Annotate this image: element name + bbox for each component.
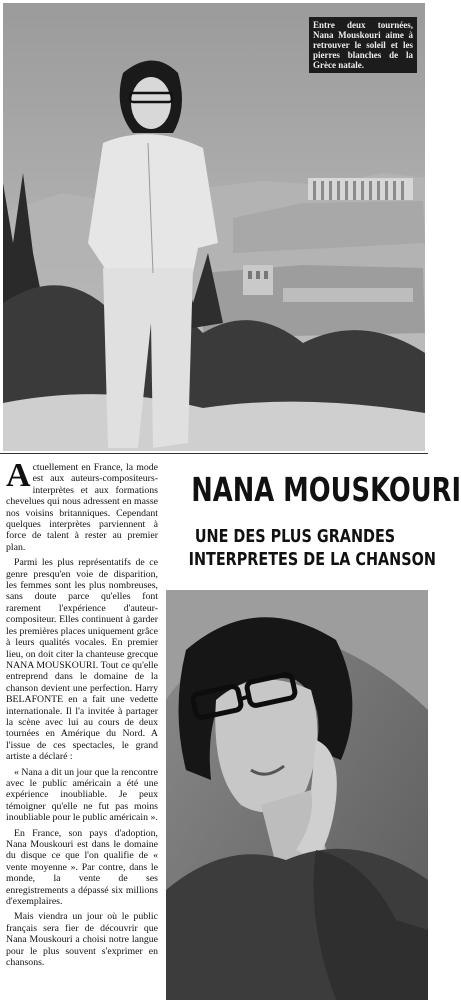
portrait-photo bbox=[166, 590, 428, 1000]
headline bbox=[162, 466, 461, 571]
article-paragraph: Actuellement en France, la mode est aux auteurs-compositeurs-interprètes et aux formations chevelues qui nous adressent en masse nos voisins britanniques. Cependant quelques interprètes parviennent à force de talent à rester au premier plan. bbox=[6, 457, 158, 553]
article-title: NANA MOUSKOURI bbox=[191, 470, 461, 509]
subtitle-line-2: INTERPRETES DE LA CHANSON bbox=[188, 549, 436, 570]
article-paragraph: Mais viendra un jour où le public français sera fier de découvrir que Nana Mouskouri a choisi notre langue pour le plus souvent s'exprimer en chansons. bbox=[6, 911, 158, 969]
subtitle-line-1: UNE DES PLUS GRANDES bbox=[194, 526, 396, 547]
article-paragraph: Parmi les plus représentatifs de ce genre presqu'en voie de disparition, les femmes sont les plus nombreuses, sans doute parce qu'elles font rarement l'expérience d'auteur-compositeur. Elles continuent à garder les premières places uniquement grâce à leurs qualités vocales. En premier lieu, on doit citer la chanteuse grecque NANA MOUSKOURI. Tout ce qu'elle entreprend dans le domaine de la chanson devient une perfection. Harry BELAFONTE en a fait une vedette internationale. Il l'a invitée à partager la scène avec lui au cours de deux tournées en Amérique du Nord. A l'issue de ces spectacles, le grand artiste a déclaré : bbox=[6, 557, 158, 763]
article-body bbox=[6, 457, 158, 972]
article-subtitle bbox=[188, 525, 436, 571]
portrait-image bbox=[166, 590, 428, 1000]
article-paragraph: En France, son pays d'adoption, Nana Mouskouri est dans le domaine du disque ce que l'on qualifie de « vente moyenne ». Par contre, dans le monde, la vente de ses enregistrements a dépassé six millions d'exemplaires. bbox=[6, 827, 158, 908]
divider bbox=[0, 453, 428, 454]
drop-cap: A bbox=[6, 457, 31, 494]
photo-caption: Entre deux tournées, Nana Mouskouri aime à retrouver le soleil et les pierres blanches de la Grèce natale. bbox=[309, 17, 417, 73]
article-paragraph: « Nana a dit un jour que la rencontre avec le public américain a été une expérience inoubliable. Je peux témoigner qu'elle ne fut pas moins inoubliable pour le public américain ». bbox=[6, 766, 158, 824]
